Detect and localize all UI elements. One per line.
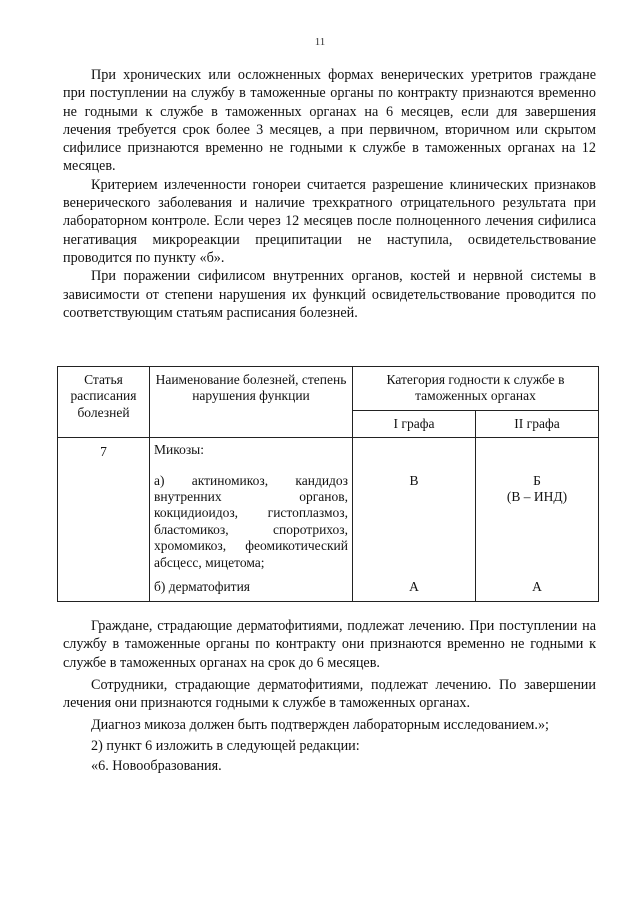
header-column-2: II графа: [476, 410, 599, 437]
item-a-column-2-note: (В – ИНД): [506, 489, 568, 505]
header-article: Статья расписания болезней: [58, 367, 150, 438]
table-row: [58, 438, 599, 602]
paragraph-dermatophytosis-citizens: Граждане, страдающие дерматофитиями, подлежат лечению. При поступлении на службу в таможенные органы по контракту они признаются временно не годными к службе в таможенных органах на срок до 6 месяцев.: [63, 618, 596, 671]
top-text-section: [63, 66, 596, 322]
paragraph-clause-6: 2) пункт 6 изложить в следующей редакции:: [91, 737, 360, 754]
disease-title: Микозы:: [154, 442, 205, 458]
paragraph-gonorrhea-criteria: Критерием излеченности гонореи считается разрешение клинических признаков венерического заболевания и наличие трехкратного отрицательного результата при лабораторном контроле. Если через 12 месяцев после полноценного лечения сифилиса негативация микрореакции преципитации не наступила, освидетельствование проводится по пункту «б».: [63, 176, 596, 266]
disease-item-a: а) актиномикоз, кандидоз внутренних органов, кокцидиоидоз, гистоплазмоз, бластомикоз, споротрихоз, хромомикоз, феомикотический абсцесс, мицетома;: [154, 472, 348, 570]
column-1-cell: [353, 438, 476, 602]
paragraph-dermatophytosis-employees: Сотрудники, страдающие дерматофитиями, подлежат лечению. По завершении лечения они признаются годными к службе в таможенных органах.: [63, 676, 596, 712]
column-2-cell: [476, 438, 599, 602]
page-number: 11: [314, 36, 326, 48]
item-a-column-1-value: В: [409, 473, 419, 489]
diseases-table: [57, 366, 599, 602]
header-disease: Наименование болезней, степень нарушения функции: [150, 367, 353, 438]
header-column-1: I графа: [353, 410, 476, 437]
item-b-column-1-value: А: [409, 579, 419, 595]
item-b-column-2-value: А: [532, 579, 542, 595]
disease-cell: [150, 438, 353, 602]
disease-item-b: б) дерматофития: [154, 579, 251, 595]
article-number: 7: [58, 438, 150, 602]
header-category: Категория годности к службе в таможенных органах: [353, 367, 599, 411]
item-a-column-2-value: Б: [533, 473, 541, 489]
bottom-text-section: [63, 617, 596, 775]
paragraph-mycosis-diagnosis: Диагноз микоза должен быть подтвержден лабораторным исследованием.»;: [91, 717, 549, 734]
paragraph-neoplasms: «6. Новообразования.: [91, 758, 222, 775]
paragraph-syphilis-organs: При поражении сифилисом внутренних органов, костей и нервной системы в зависимости от степени нарушения их функций освидетельствование проводится по соответствующим статьям расписания болезней.: [63, 268, 596, 321]
paragraph-urethritis: При хронических или осложненных формах венерических уретритов граждане при поступлении на службу в таможенные органы по контракту признаются временно не годными к службе в таможенных органах на 6 месяцев, если для завершения лечения требуется срок более 3 месяцев, а при первичном, вторичном или скрытом сифилисе признаются временно не годными к службе в таможенных органах на 12 месяцев.: [63, 67, 596, 175]
